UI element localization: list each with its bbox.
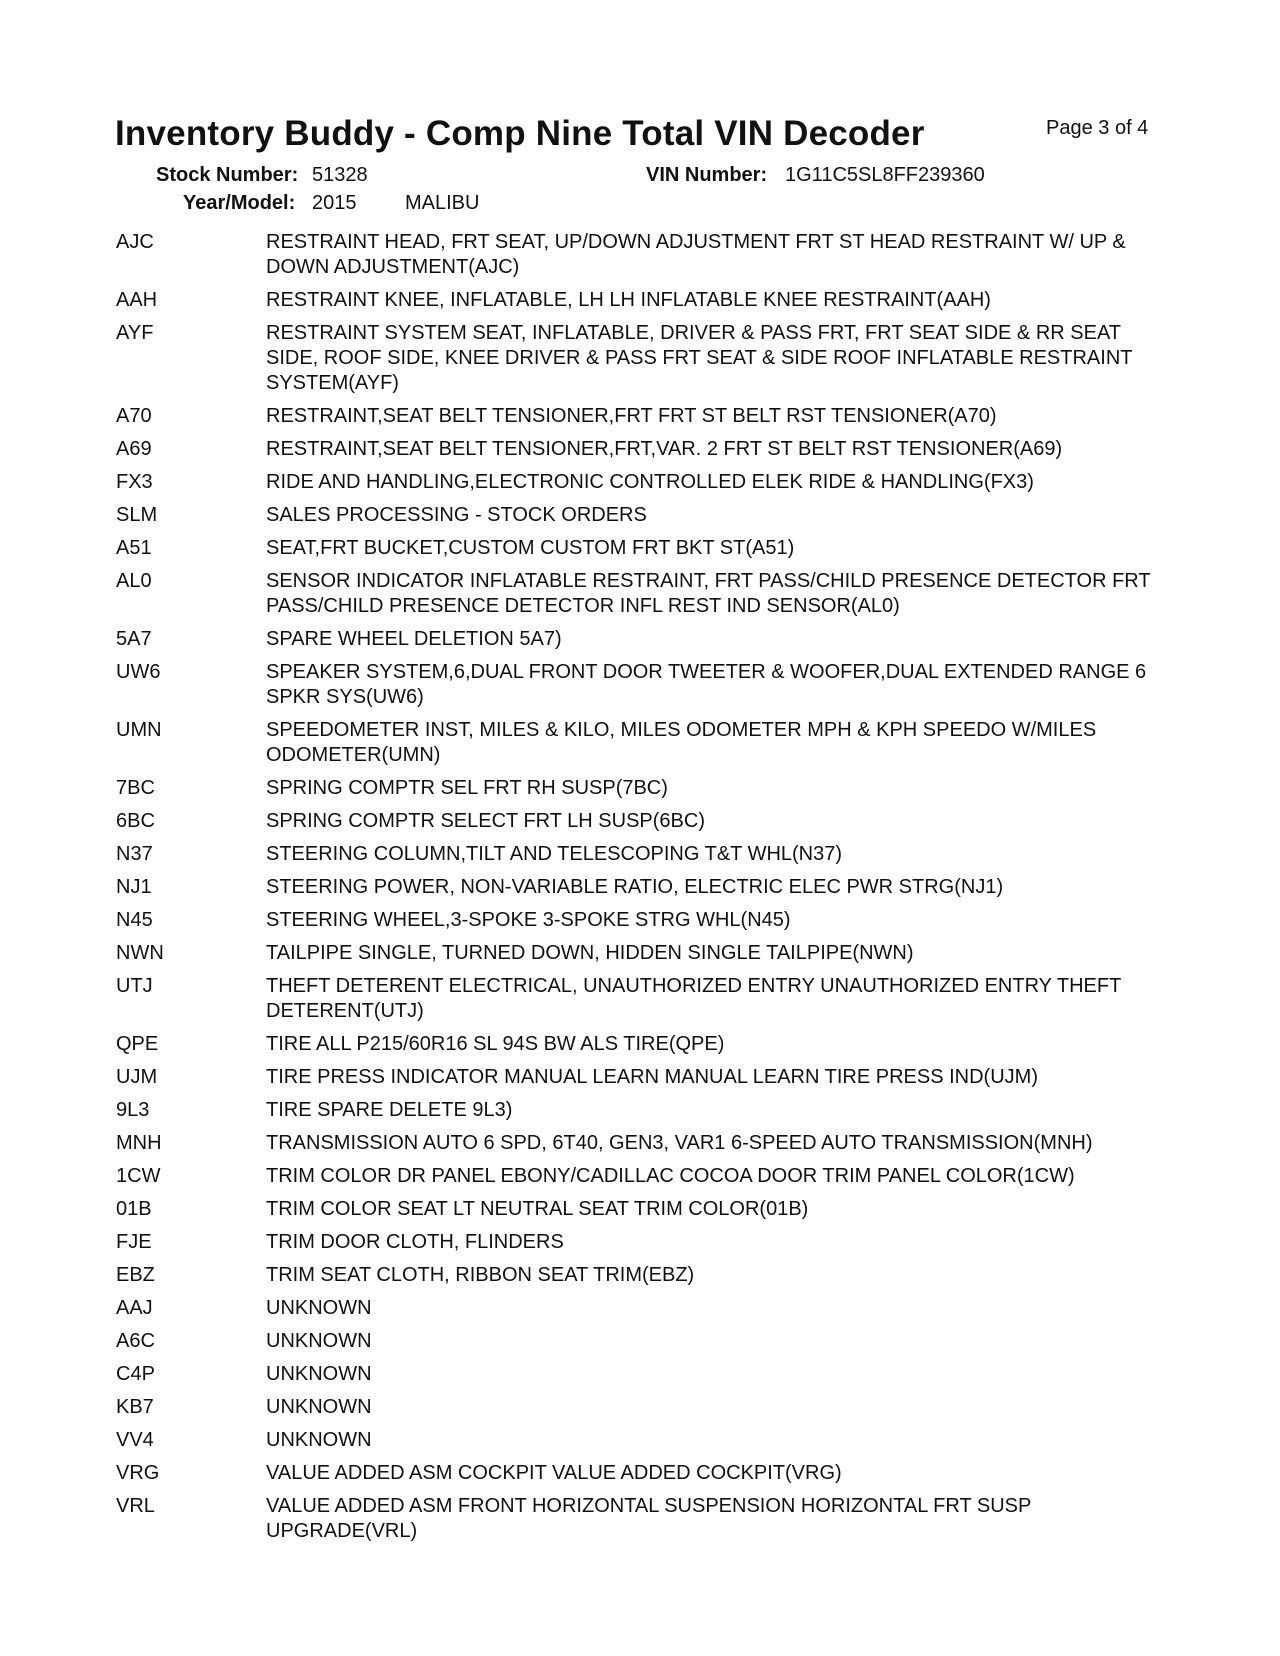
option-description: STEERING WHEEL,3-SPOKE 3-SPOKE STRG WHL(N45) [266,909,791,931]
document-title: Inventory Buddy - Comp Nine Total VIN Decoder [115,114,925,153]
option-code: QPE [116,1033,159,1055]
option-code: EBZ [116,1264,155,1286]
option-description: TIRE ALL P215/60R16 SL 94S BW ALS TIRE(QPE) [266,1033,725,1055]
option-row [116,404,1176,429]
option-code: SLM [116,504,158,526]
option-description: UNKNOWN [266,1396,372,1418]
option-description: TRIM COLOR SEAT LT NEUTRAL SEAT TRIM COLOR(01B) [266,1198,809,1220]
option-row [116,288,1176,313]
option-description: SENSOR INDICATOR INFLATABLE RESTRAINT, FRT PASS/CHILD PRESENCE DETECTOR FRT PASS/CHILD PRESENCE DETECTOR INFL REST IND SENSOR(AL0) [266,570,1151,617]
option-row [116,1494,1176,1544]
option-row [116,1032,1176,1057]
option-code: AL0 [116,570,152,592]
option-description: RESTRAINT HEAD, FRT SEAT, UP/DOWN ADJUSTMENT FRT ST HEAD RESTRAINT W/ UP & DOWN ADJUSTMENT(AJC) [266,231,1126,278]
option-code: A70 [116,405,152,427]
option-code: FX3 [116,471,153,493]
option-code: FJE [116,1231,152,1253]
option-row [116,1362,1176,1387]
option-code: KB7 [116,1396,154,1418]
option-code: C4P [116,1363,155,1385]
option-description: VALUE ADDED ASM COCKPIT VALUE ADDED COCKPIT(VRG) [266,1462,842,1484]
option-row [116,875,1176,900]
option-code: 1CW [116,1165,161,1187]
option-code: 01B [116,1198,152,1220]
option-code: AAJ [116,1297,153,1319]
option-description: SPEEDOMETER INST, MILES & KILO, MILES ODOMETER MPH & KPH SPEEDO W/MILES ODOMETER(UMN) [266,719,1097,766]
option-row [116,503,1176,528]
vin-number-label: VIN Number: [646,164,768,186]
option-description: THEFT DETERENT ELECTRICAL, UNAUTHORIZED ENTRY UNAUTHORIZED ENTRY THEFT DETERENT(UTJ) [266,975,1121,1022]
option-row [116,230,1176,280]
stock-number-label: Stock Number: [156,164,299,186]
option-code: UW6 [116,661,161,683]
option-code: N37 [116,843,153,865]
option-code: VRL [116,1495,155,1517]
option-row [116,1098,1176,1123]
option-row [116,908,1176,933]
option-row [116,627,1176,652]
option-code: AYF [116,322,154,344]
option-description: UNKNOWN [266,1363,372,1385]
option-row [116,1395,1176,1420]
stock-number-value: 51328 [312,164,368,186]
option-row [116,536,1176,561]
option-row [116,941,1176,966]
option-row [116,974,1176,1024]
option-row [116,321,1176,396]
option-row [116,569,1176,619]
option-code: UTJ [116,975,153,997]
option-row [116,1197,1176,1222]
year-value: 2015 [312,192,357,214]
option-code: NWN [116,942,164,964]
option-row [116,1329,1176,1354]
option-row [116,1065,1176,1090]
option-description: STEERING POWER, NON-VARIABLE RATIO, ELECTRIC ELEC PWR STRG(NJ1) [266,876,1004,898]
option-code: A51 [116,537,152,559]
option-description: SPARE WHEEL DELETION 5A7) [266,628,562,650]
option-row [116,1230,1176,1255]
option-code: AAH [116,289,158,311]
option-code: UJM [116,1066,158,1088]
option-row [116,809,1176,834]
model-value: MALIBU [405,192,480,214]
option-description: RESTRAINT SYSTEM SEAT, INFLATABLE, DRIVER & PASS FRT, FRT SEAT SIDE & RR SEAT SIDE, ROOF SIDE, KNEE DRIVER & PASS FRT SEAT & SIDE ROOF INFLATABLE RESTRAINT SYSTEM(AYF) [266,322,1133,394]
option-row [116,1131,1176,1156]
page-number: Page 3 of 4 [1046,117,1149,139]
option-description: TRIM DOOR CLOTH, FLINDERS [266,1231,564,1253]
option-code: UMN [116,719,162,741]
option-description: RESTRAINT KNEE, INFLATABLE, LH LH INFLATABLE KNEE RESTRAINT(AAH) [266,289,991,311]
option-code: A69 [116,438,152,460]
option-code: MNH [116,1132,162,1154]
option-description: SPRING COMPTR SEL FRT RH SUSP(7BC) [266,777,668,799]
option-description: RESTRAINT,SEAT BELT TENSIONER,FRT FRT ST BELT RST TENSIONER(A70) [266,405,997,427]
option-code: N45 [116,909,153,931]
option-description: TRIM COLOR DR PANEL EBONY/CADILLAC COCOA DOOR TRIM PANEL COLOR(1CW) [266,1165,1075,1187]
option-description: SPEAKER SYSTEM,6,DUAL FRONT DOOR TWEETER & WOOFER,DUAL EXTENDED RANGE 6 SPKR SYS(UW6) [266,661,1147,708]
option-description: VALUE ADDED ASM FRONT HORIZONTAL SUSPENSION HORIZONTAL FRT SUSP UPGRADE(VRL) [266,1495,1031,1542]
option-code: 9L3 [116,1099,150,1121]
option-description: TRANSMISSION AUTO 6 SPD, 6T40, GEN3, VAR1 6-SPEED AUTO TRANSMISSION(MNH) [266,1132,1093,1154]
option-description: TIRE SPARE DELETE 9L3) [266,1099,513,1121]
option-code: NJ1 [116,876,152,898]
option-description: TRIM SEAT CLOTH, RIBBON SEAT TRIM(EBZ) [266,1264,695,1286]
option-description: STEERING COLUMN,TILT AND TELESCOPING T&T WHL(N37) [266,843,843,865]
option-row [116,1428,1176,1453]
option-row [116,437,1176,462]
option-code: 6BC [116,810,155,832]
option-description: TIRE PRESS INDICATOR MANUAL LEARN MANUAL LEARN TIRE PRESS IND(UJM) [266,1066,1038,1088]
option-row [116,1461,1176,1486]
option-row [116,1296,1176,1321]
option-code: VRG [116,1462,160,1484]
option-code: AJC [116,231,154,253]
option-row [116,470,1176,495]
option-code: A6C [116,1330,155,1352]
option-code: 7BC [116,777,155,799]
option-description: UNKNOWN [266,1297,372,1319]
option-row [116,1164,1176,1189]
option-code-list [116,230,1176,1552]
option-description: RESTRAINT,SEAT BELT TENSIONER,FRT,VAR. 2 FRT ST BELT RST TENSIONER(A69) [266,438,1063,460]
option-row [116,660,1176,710]
option-description: SPRING COMPTR SELECT FRT LH SUSP(6BC) [266,810,705,832]
option-row [116,776,1176,801]
option-description: SALES PROCESSING - STOCK ORDERS [266,504,647,526]
option-description: RIDE AND HANDLING,ELECTRONIC CONTROLLED ELEK RIDE & HANDLING(FX3) [266,471,1034,493]
option-description: UNKNOWN [266,1330,372,1352]
option-row [116,1263,1176,1288]
option-row [116,718,1176,768]
option-description: SEAT,FRT BUCKET,CUSTOM CUSTOM FRT BKT ST(A51) [266,537,795,559]
option-code: VV4 [116,1429,154,1451]
option-row [116,842,1176,867]
option-description: UNKNOWN [266,1429,372,1451]
option-description: TAILPIPE SINGLE, TURNED DOWN, HIDDEN SINGLE TAILPIPE(NWN) [266,942,914,964]
option-code: 5A7 [116,628,152,650]
vin-number-value: 1G11C5SL8FF239360 [785,164,985,186]
year-model-label: Year/Model: [183,192,296,214]
